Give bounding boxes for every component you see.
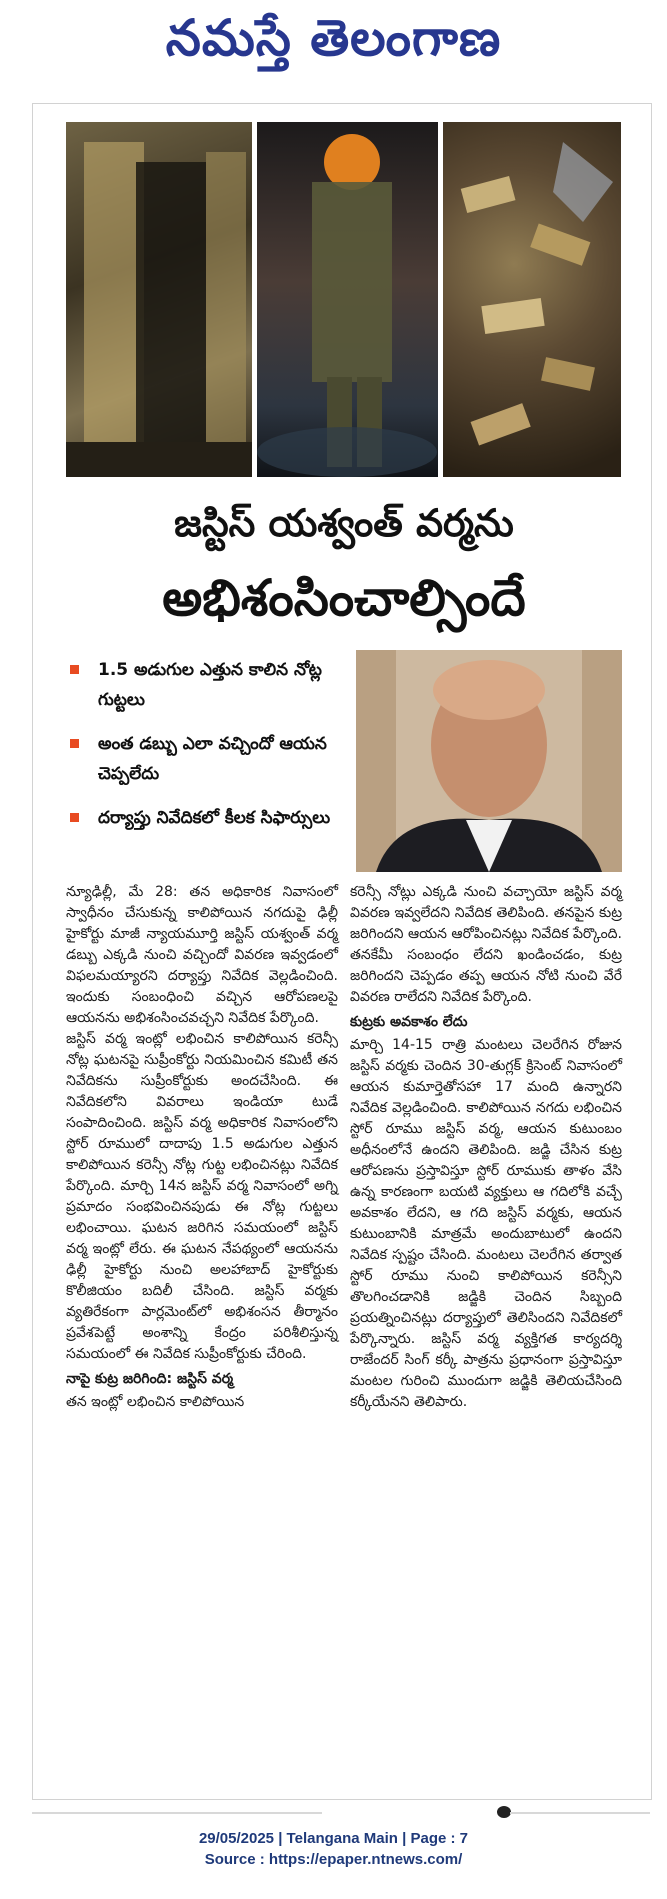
portrait-graphic bbox=[356, 650, 622, 872]
body-paragraph: మార్చి 14-15 రాత్రి మంటలు చెలరేగిన రోజున జస్టిస్ వర్మకు చెందిన 30-తుగ్లక్ క్రిసెంట్ నివాసంలో ఆయన కుమార్తెతోసహా 17 మంది ఉన్నారని నివేదిక వెల్లడించింది. కాలిపోయిన నగదు లభించిన స్టోర్ రూము జస్టిస్ వర్మ, ఆయన కుటుంబం అధీనంలోనే ఉందని తెలిపింది. జడ్జి చేసిన కుట్ర ఆరోపణను ప్రస్తావిస్తూ స్టోర్ రూముకు తాళం వేసి ఉన్న కారణంగా బయటి వ్యక్తులు ఆ గదిలోకి వచ్చే అవకాశం లేదని, ఆ గది జస్టిస్ వర్మకు, ఆయన కుటుంబానికి మాత్రమే అందుబాటులో ఉందని నివేదిక స్పష్టం చేసింది. మంటలు చెలరేగిన తర్వాత స్టోర్ రూము నుంచి కాలిపోయిన కరెన్సీని తొలగించడానికి జడ్జికి చెందిన సిబ్బంది ప్రయత్నించినట్లు దర్యాప్తులో తెలిసిందని నివేదికలో పేర్కొన్నారు. జస్టిస్ వర్మ వ్యక్తిగత కార్యదర్శి రాజేందర్ సింగ్ కర్కీ పాత్రను ప్రధానంగా ప్రస్తావిస్తూ మంటల గురించి ముందుగా జడ్జికి తెలియచేసింది కర్కీయేనని తెలిపారు. bbox=[350, 1037, 622, 1410]
bullet-item bbox=[66, 655, 351, 715]
section-subheading: నాపై కుట్ర జరిగింది: జస్టిస్ వర్మ bbox=[66, 1371, 234, 1387]
footer-source: Source : https://epaper.ntnews.com/ bbox=[204, 1851, 463, 1868]
photo-fire-officer bbox=[257, 122, 438, 477]
bullet-square-icon bbox=[70, 813, 79, 822]
divider bbox=[32, 1812, 322, 1814]
photo-burnt-room-door bbox=[66, 122, 252, 477]
divider bbox=[510, 1812, 650, 1814]
article-column-right bbox=[350, 882, 622, 1413]
bullet-text: 1.5 అడుగుల ఎత్తున కాలిన నోట్ల గుట్టలు bbox=[98, 660, 322, 710]
bullet-square-icon bbox=[70, 665, 79, 674]
currency-photo-graphic bbox=[443, 122, 621, 477]
bullet-text: దర్యాప్తు నివేదికలో కీలక సిఫార్సులు bbox=[98, 808, 331, 828]
headline-line-2: అభిశంసించాల్సిందే bbox=[162, 569, 526, 627]
article-column-left bbox=[66, 882, 338, 1413]
headline-line-1: జస్టిస్ యశ్వంత్ వర్మను bbox=[174, 501, 514, 545]
body-paragraph: జస్టిస్ వర్మ ఇంట్లో లభించిన కాలిపోయిన కరెన్సీ నోట్ల ఘటనపై సుప్రీంకోర్టు నియమించిన కమిటీ తన నివేదికను సుప్రీంకోర్టుకు అందచేసింది. ఈ నివేదికలోని వివరాలు ఇండియా టుడే సంపాదించింది. జస్టిస్ వర్మ అధికారిక నివాసంలోని స్టోర్ రూములో దాదాపు 1.5 అడుగుల ఎత్తున కాలిపోయిన కరెన్సీ నోట్ల గుట్ట లభించినట్లు నివేదిక పేర్కొంది. మార్చి 14న జస్టిస్ వర్మ నివాసంలో అగ్ని ప్రమాదం సంభవించినపుడు ఈ నోట్ల గుట్టలు లభించాయి. ఘటన జరిగిన సమయంలో జస్టిస్ వర్మ ఇంట్లో లేరు. ఈ ఘటన నేపథ్యంలో ఆయనను ఢిల్లీ హైకోర్టు నుంచి అలహాబాద్ హైకోర్టుకు కొలీజియం బదిలీ చేసింది. జస్టిస్ వర్మకు వ్యతిరేకంగా పార్లమెంట్‌లో అభిశంసన తీర్మానం ప్రవేశపెట్టే అంశాన్ని కేంద్రం పరిశీలిస్తున్న సమయంలో ఈ నివేదిక సుప్రీంకోర్టుకు చేరింది. bbox=[66, 1031, 338, 1362]
highlight-bullets bbox=[66, 655, 351, 847]
footer-date-edition: 29/05/2025 | Telangana Main | Page : 7 bbox=[198, 1830, 469, 1847]
body-paragraph: కరెన్సీ నోట్లు ఎక్కడి నుంచి వచ్చాయో జస్టిస్ వర్మ వివరణ ఇవ్వలేదని నివేదిక తెలిపింది. తనపైన కుట్ర జరిగిందని ఆయన ఆరోపించినట్లు నివేదిక పేర్కొంది. తనకేమీ సంబంధం లేదని ఖండించడం, కుట్ర జరిగిందని చెప్పడం తప్ప ఆయన నోటి నుంచి వేరే వివరణ రాలేదని నివేదిక పేర్కొంది. bbox=[350, 884, 623, 1005]
bullet-text: అంత డబ్బు ఎలా వచ్చిందో ఆయన చెప్పలేదు bbox=[98, 734, 327, 784]
portrait-justice-varma bbox=[356, 650, 622, 872]
newspaper-title: నమస్తే తెలంగాణ bbox=[165, 9, 502, 67]
bullet-item bbox=[66, 803, 351, 833]
door-photo-graphic bbox=[66, 122, 252, 477]
bullet-square-icon bbox=[70, 739, 79, 748]
photo-burnt-currency bbox=[443, 122, 621, 477]
body-paragraph: తన ఇంట్లో లభించిన కాలిపోయిన bbox=[66, 1394, 245, 1410]
masthead bbox=[0, 0, 667, 80]
body-paragraph: న్యూఢిల్లీ, మే 28: తన అధికారిక నివాసంలో స్వాధీనం చేసుకున్న కాలిపోయిన నగదుపై ఢిల్లీ హైకోర్టు మాజీ న్యాయమూర్తి జస్టిస్ యశ్వంత్ వర్మ డబ్బు ఎక్కడి నుంచి వచ్చిందో వివరణ ఇవ్వడంలో విఫలమయ్యారని దర్యాప్తు నివేదిక వెల్లడించింది. ఇందుకు సంబంధించి వచ్చిన ఆరోపణలపై ఆయనను అభిశంసించవచ్చని నివేదిక పేర్కొంది. bbox=[66, 884, 338, 1026]
divider-dot-icon bbox=[497, 1806, 511, 1818]
officer-photo-graphic bbox=[257, 122, 438, 477]
section-subheading: కుట్రకు అవకాశం లేదు bbox=[350, 1014, 468, 1030]
bullet-item bbox=[66, 729, 351, 789]
